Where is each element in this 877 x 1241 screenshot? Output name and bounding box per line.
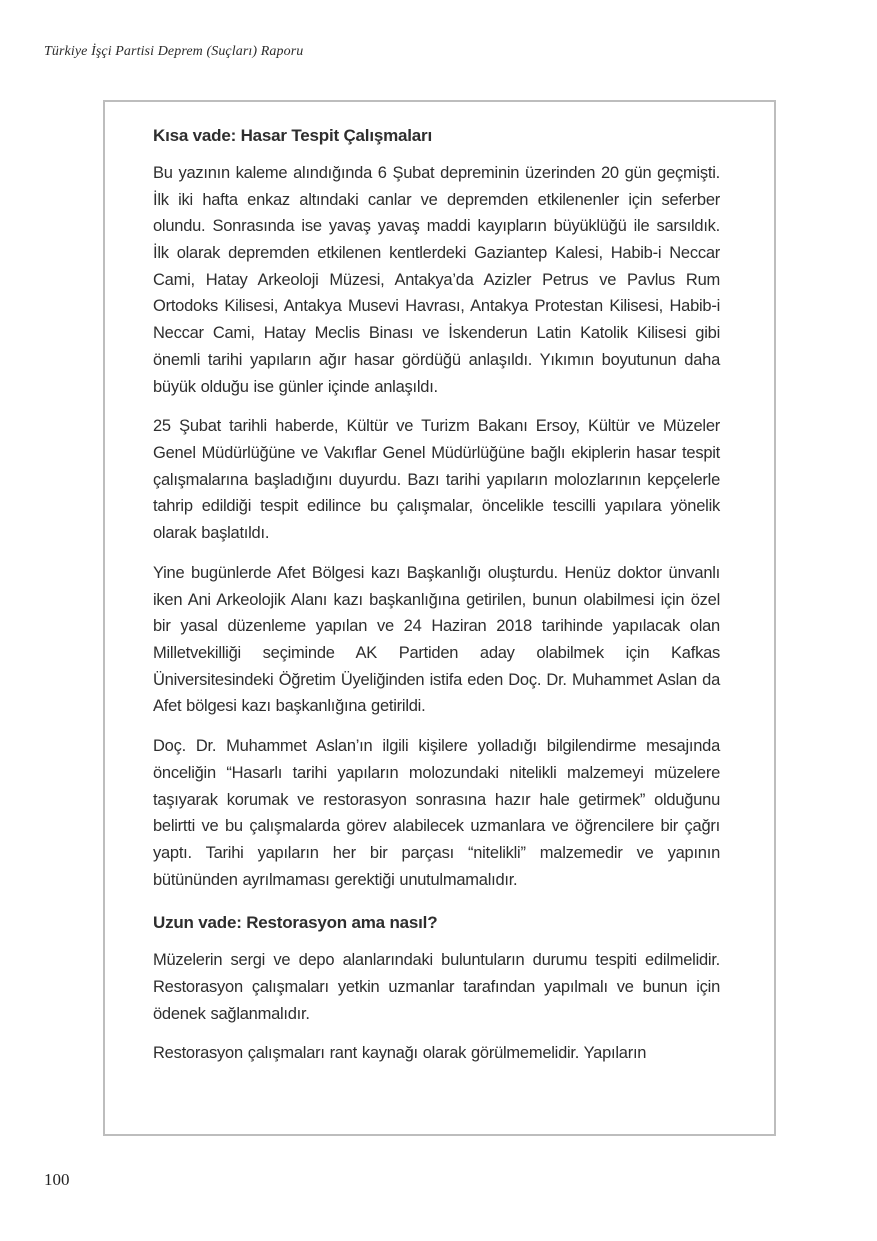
section-heading-short-term: Kısa vade: Hasar Tespit Çalışmaları [153,126,432,145]
page-number: 100 [44,1170,70,1189]
content-box [103,100,776,1136]
paragraph-5: Müzelerin sergi ve depo alanlarındaki buluntuların durumu tespiti edilmelidir. Restorasyon çalışmaları yetkin uzmanlar tarafından yapılmalı ve bunun için ödenek sağlanmalıdır. [153,951,720,1023]
section-heading-long-term: Uzun vade: Restorasyon ama nasıl? [153,913,438,933]
running-header: Türkiye İşçi Partisi Deprem (Suçları) Raporu [44,44,304,59]
paragraph-6: Restorasyon çalışmaları rant kaynağı olarak görülmemelidir. Yapıların [153,1044,647,1063]
paragraph-2: 25 Şubat tarihli haberde, Kültür ve Turizm Bakanı Ersoy, Kültür ve Müzeler Genel Müdürlüğüne ve Vakıflar Genel Müdürlüğüne bağlı ekiplerin hasar tespit çalışmalarına başladığını duyurdu. Bazı tarihi yapıların molozlarının kepçelerle tahrip edildiği tespit edilince bu çalışmalar, öncelikle tescilli yapılara yönelik olarak başlatıldı. [153,417,720,543]
paragraph-3: Yine bugünlerde Afet Bölgesi kazı Başkanlığı oluşturdu. Henüz doktor ünvanlı iken Ani Arkeolojik Alanı kazı başkanlığına getirilen, bunun olabilmesi için özel bir yasal düzenleme yapılan ve 24 Haziran 2018 tarihinde yapılacak olan Milletvekilliği seçiminde AK Partiden aday olabilmek için Kafkas Üniversitesindeki Öğretim Üyeliğinden istifa eden Doç. Dr. Muhammet Aslan da Afet bölgesi kazı başkanlığına getirildi. [153,563,720,716]
paragraph-1: Bu yazının kaleme alındığında 6 Şubat depreminin üzerinden 20 gün geçmişti. İlk iki hafta enkaz altındaki canlar ve depremden etkilenenler için seferber olundu. Sonrasında ise yavaş yavaş maddi kayıpların büyüklüğü ile sarsıldık. İlk olarak depremden etkilenen kentlerdeki Gaziantep Kalesi, Habib-i Neccar Cami, Hatay Arkeoloji Müzesi, Antakya’da Azizler Petrus ve Pavlus Rum Ortodoks Kilisesi, Antakya Musevi Havrası, Antakya Protestan Kilisesi, Habib-i Neccar Cami, Hatay Meclis Binası ve İskenderun Latin Katolik Kilisesi gibi önemli tarihi yapıların ağır hasar gördüğü anlaşıldı. Yıkımın boyutunun daha büyük olduğu ise günler içinde anlaşıldı. [153,163,720,396]
paragraph-4: Doç. Dr. Muhammet Aslan’ın ilgili kişilere yolladığı bilgilendirme mesajında önceliğin “Hasarlı tarihi yapıların molozundaki nitelikli malzemeyi müzelere taşıyarak korumak ve restorasyon sonrasına hazır hale getirmek” olduğunu belirtti ve bu çalışmalarda görev alabilecek uzmanlara ve öğrencilere bir çağrı yaptı. Tarihi yapıların her bir parçası “nitelikli” malzemedir ve yapının bütününden ayrılmaması gerektiği unutulmamalıdır. [153,737,720,889]
